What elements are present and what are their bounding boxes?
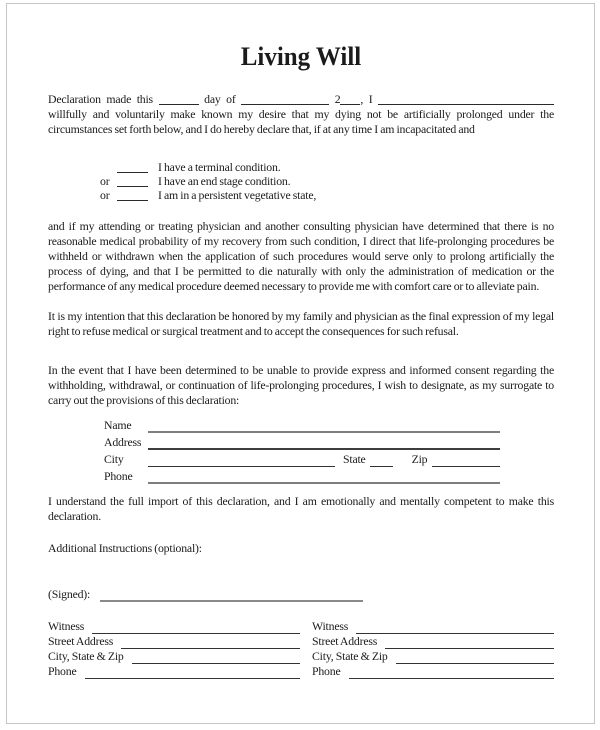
declaration-continuation-text: willfully and voluntarily make known my desire that my dying not be artificially prolonged under the circumstances set forth below, and I do hereby declare that, if at any time I am incapacitated and [48,107,554,136]
city-state-zip-label: City, State & Zip [48,649,124,663]
city-blank-line[interactable] [148,465,335,467]
witness2-phone-blank-line[interactable] [349,677,555,679]
condition-prefix: or [100,188,110,202]
additional-instructions-label: Additional Instructions (optional): [48,541,202,555]
end-stage-condition-text: I have an end stage condition. [158,174,291,188]
declaration-lead-text: Declaration made this [48,92,153,106]
field-row-address [48,433,500,450]
field-row-city-state-zip [48,450,500,467]
condition-row-terminal [48,160,554,174]
month-blank-line[interactable] [241,95,329,105]
condition-row-end-stage [48,174,554,188]
terminal-condition-text: I have a terminal condition. [158,160,281,174]
witness2-name-row [312,619,554,634]
witness1-street-row [48,634,300,649]
paragraph-directive: and if my attending or treating physician and another consulting physician have determined that there is no reasonable medical probability of my recovery from such condition, I direct that life-prolonging procedures be withheld or withdrawn when the application of such procedures would serve only to prolong artificially the process of dying, and that I be permitted to die naturally with only the administration of medication or the performance of any medical procedure deemed necessary to provide me with comfort care or to alleviate pain. [48,219,554,293]
zip-label: Zip [411,452,428,466]
witness1-phone-row [48,664,300,679]
phone-label: Phone [48,664,77,678]
comma-i-text: , I [360,92,373,106]
witness1-city-state-zip-row [48,649,300,664]
city-state-zip-label: City, State & Zip [312,649,388,663]
witness2-phone-row [312,664,554,679]
condition-row-vegetative [48,188,554,202]
city-label: City [104,452,124,466]
field-row-phone [48,467,500,484]
address-label: Address [104,435,142,449]
witness-label: Witness [48,619,85,633]
witness1-street-blank-line[interactable] [121,647,300,649]
paragraph-surrogate-designation: In the event that I have been determined to be unable to provide express and informed consent regarding the withholding, withdrawal, or continuation of life-prolonging procedures, I wish to designate, as my surrogate to carry out the provisions of this declaration: [48,363,554,407]
field-row-name [48,416,500,433]
witness2-street-blank-line[interactable] [385,647,554,649]
condition-options [48,160,554,202]
witness-section [48,619,554,679]
paragraph-intention: It is my intention that this declaration be honored by my family and physician as the final expression of my legal right to refuse medical or surgical treatment and to accept the consequences for such refusal. [48,309,554,338]
end-stage-condition-blank-line[interactable] [117,178,148,187]
year-prefix-text: 2 [334,92,341,106]
phone-blank-line[interactable] [148,481,500,484]
address-blank-line[interactable] [148,447,500,450]
condition-prefix: or [100,174,110,188]
witness2-city-state-zip-row [312,649,554,664]
state-label: State [343,452,366,466]
witness-label: Witness [312,619,349,633]
vegetative-state-blank-line[interactable] [117,192,148,201]
witness1-city-state-zip-blank-line[interactable] [132,662,300,664]
witness2-street-row [312,634,554,649]
witness1-phone-blank-line[interactable] [85,677,301,679]
phone-label: Phone [312,664,341,678]
name-blank-line[interactable] [148,430,500,433]
signed-label: (Signed): [48,587,91,601]
witness-column-2 [312,619,554,679]
day-blank-line[interactable] [159,95,199,105]
street-address-label: Street Address [48,634,114,648]
name-label: Name [104,418,132,432]
page-title: Living Will [240,42,362,71]
terminal-condition-blank-line[interactable] [117,164,148,173]
zip-blank-line[interactable] [432,465,500,467]
witness2-city-state-zip-blank-line[interactable] [396,662,554,664]
phone-label: Phone [104,469,133,483]
signature-row [48,587,554,602]
witness1-name-blank-line[interactable] [92,632,300,634]
state-blank-line[interactable] [370,465,393,467]
vegetative-state-text: I am in a persistent vegetative state, [158,188,317,202]
living-will-document [48,0,554,679]
paragraph-competency: I understand the full import of this declaration, and I am emotionally and mentally competent to make this declaration. [48,494,554,523]
witness1-name-row [48,619,300,634]
witness2-name-blank-line[interactable] [356,632,554,634]
surrogate-contact-fields [48,416,554,484]
day-of-text: day of [204,92,236,106]
declaration-paragraph [48,92,554,137]
year-blank-line[interactable] [340,95,360,105]
declarant-name-blank-line[interactable] [378,95,554,105]
street-address-label: Street Address [312,634,378,648]
signature-blank-line[interactable] [100,599,363,602]
witness-column-1 [48,619,300,679]
